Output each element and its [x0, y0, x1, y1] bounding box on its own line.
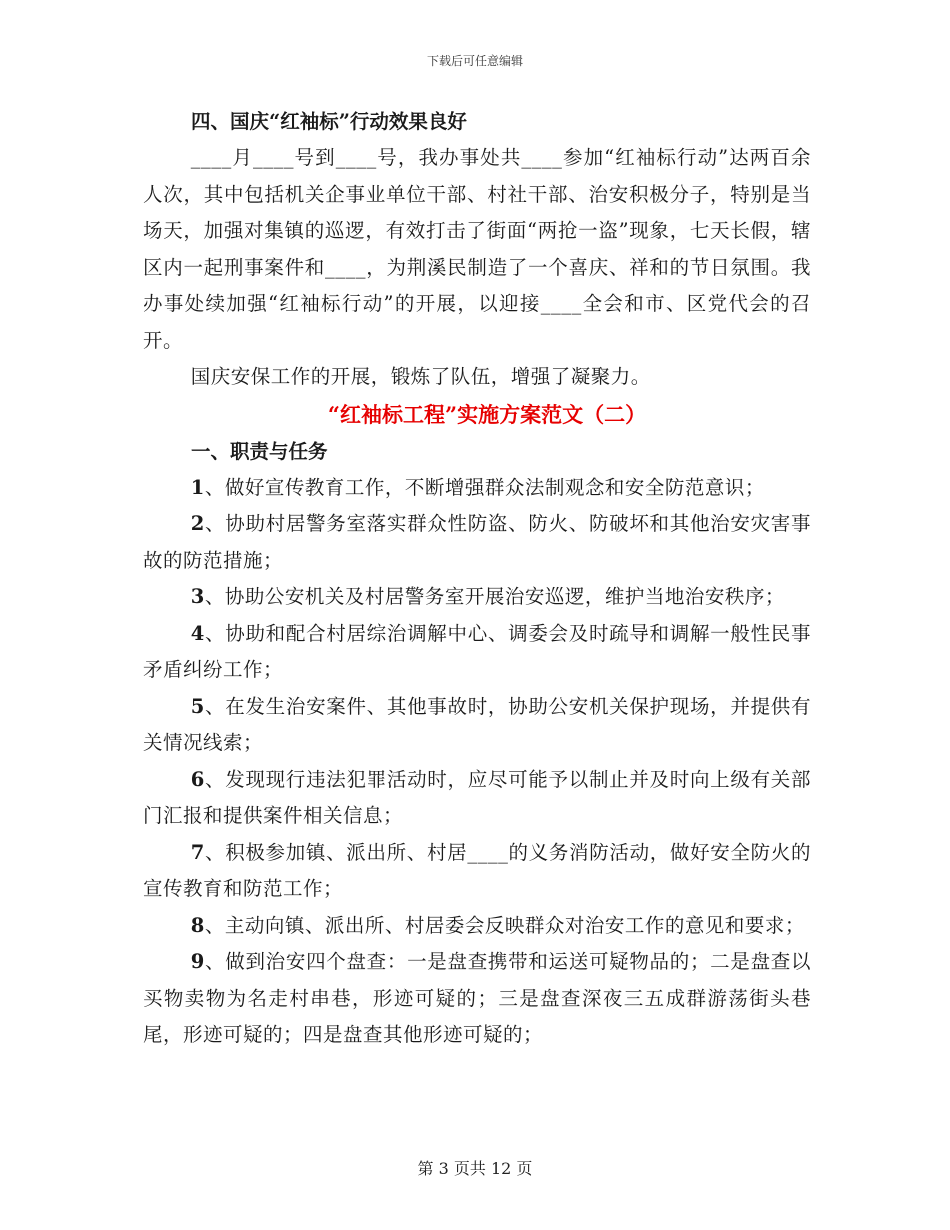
header-note: 下载后可任意编辑: [426, 54, 523, 68]
item-number: 5: [190, 694, 205, 718]
document-body: [143, 104, 811, 1054]
item-text: 、协助公安机关及村居警务室开展治安巡逻，维护当地治安秩序；: [204, 585, 785, 608]
item-number: 9: [190, 950, 205, 973]
list-item: [143, 506, 811, 579]
item-number: 4: [190, 621, 205, 645]
item-number: 7: [190, 840, 205, 864]
page-footer: 第 3 页共 12 页: [417, 1159, 533, 1178]
list-item: [143, 835, 811, 908]
list-item: [143, 689, 811, 762]
list-item: [143, 944, 811, 1054]
item-text: 、协助和配合村居综治调解中心、调委会及时疏导和调解一般性民事矛盾纠纷工作；: [143, 621, 811, 681]
item-text: 、做好宣传教育工作，不断增强群众法制观念和安全防范意识；: [204, 475, 765, 499]
section-heading-1: 一、职责与任务: [191, 439, 328, 463]
list-item: [143, 908, 811, 945]
item-number: 6: [190, 767, 205, 791]
item-number: 3: [190, 585, 205, 608]
item-number: 8: [190, 913, 205, 937]
document-title: “红袖标工程”实施方案范文（二）: [327, 401, 647, 427]
item-text: 、发现现行违法犯罪活动时，应尽可能予以制止并及时向上级有关部门汇报和提供案件相关信息；: [143, 767, 811, 827]
item-text: 、积极参加镇、派出所、村居____的义务消防活动，做好安全防火的宣传教育和防范工作；: [143, 840, 811, 900]
item-text: 、在发生治安案件、其他事故时，协助公安机关保护现场，并提供有关情况线索；: [143, 694, 811, 754]
item-number: 2: [190, 512, 205, 535]
list-item: [143, 616, 811, 689]
list-item: [143, 762, 811, 835]
list-item: [143, 579, 811, 616]
section-heading-4: 四、国庆“红袖标”行动效果良好: [191, 110, 467, 133]
paragraph: ____月____号到____号，我办事处共____参加“红袖标行动”达两百余人次，其中包括机关企事业单位干部、村社干部、治安积极分子，特别是当场天，加强对集镇的巡逻，有效打击了街面“两抢一盗”现象，七天长假，辖区内一起刑事案件和____，为荆溪民制造了一个喜庆、祥和的节日氛围。我办事处续加强“红袖标行动”的开展，以迎接____全会和市、区党代会的召开。: [143, 146, 811, 352]
item-number: 1: [190, 475, 205, 499]
item-text: 、做到治安四个盘查：一是盘查携带和运送可疑物品的；二是盘查以买物卖物为名走村串巷，形迹可疑的；三是盘查深夜三五成群游荡街头巷尾，形迹可疑的；四是盘查其他形迹可疑的；: [143, 950, 811, 1046]
paragraph: 国庆安保工作的开展，锻炼了队伍，增强了凝聚力。: [190, 365, 651, 388]
item-text: 、主动向镇、派出所、村居委会反映群众对治安工作的意见和要求；: [204, 913, 805, 937]
list-item: [143, 470, 811, 507]
item-text: 、协助村居警务室落实群众性防盗、防火、防破坏和其他治安灾害事故的防范措施；: [143, 512, 811, 572]
